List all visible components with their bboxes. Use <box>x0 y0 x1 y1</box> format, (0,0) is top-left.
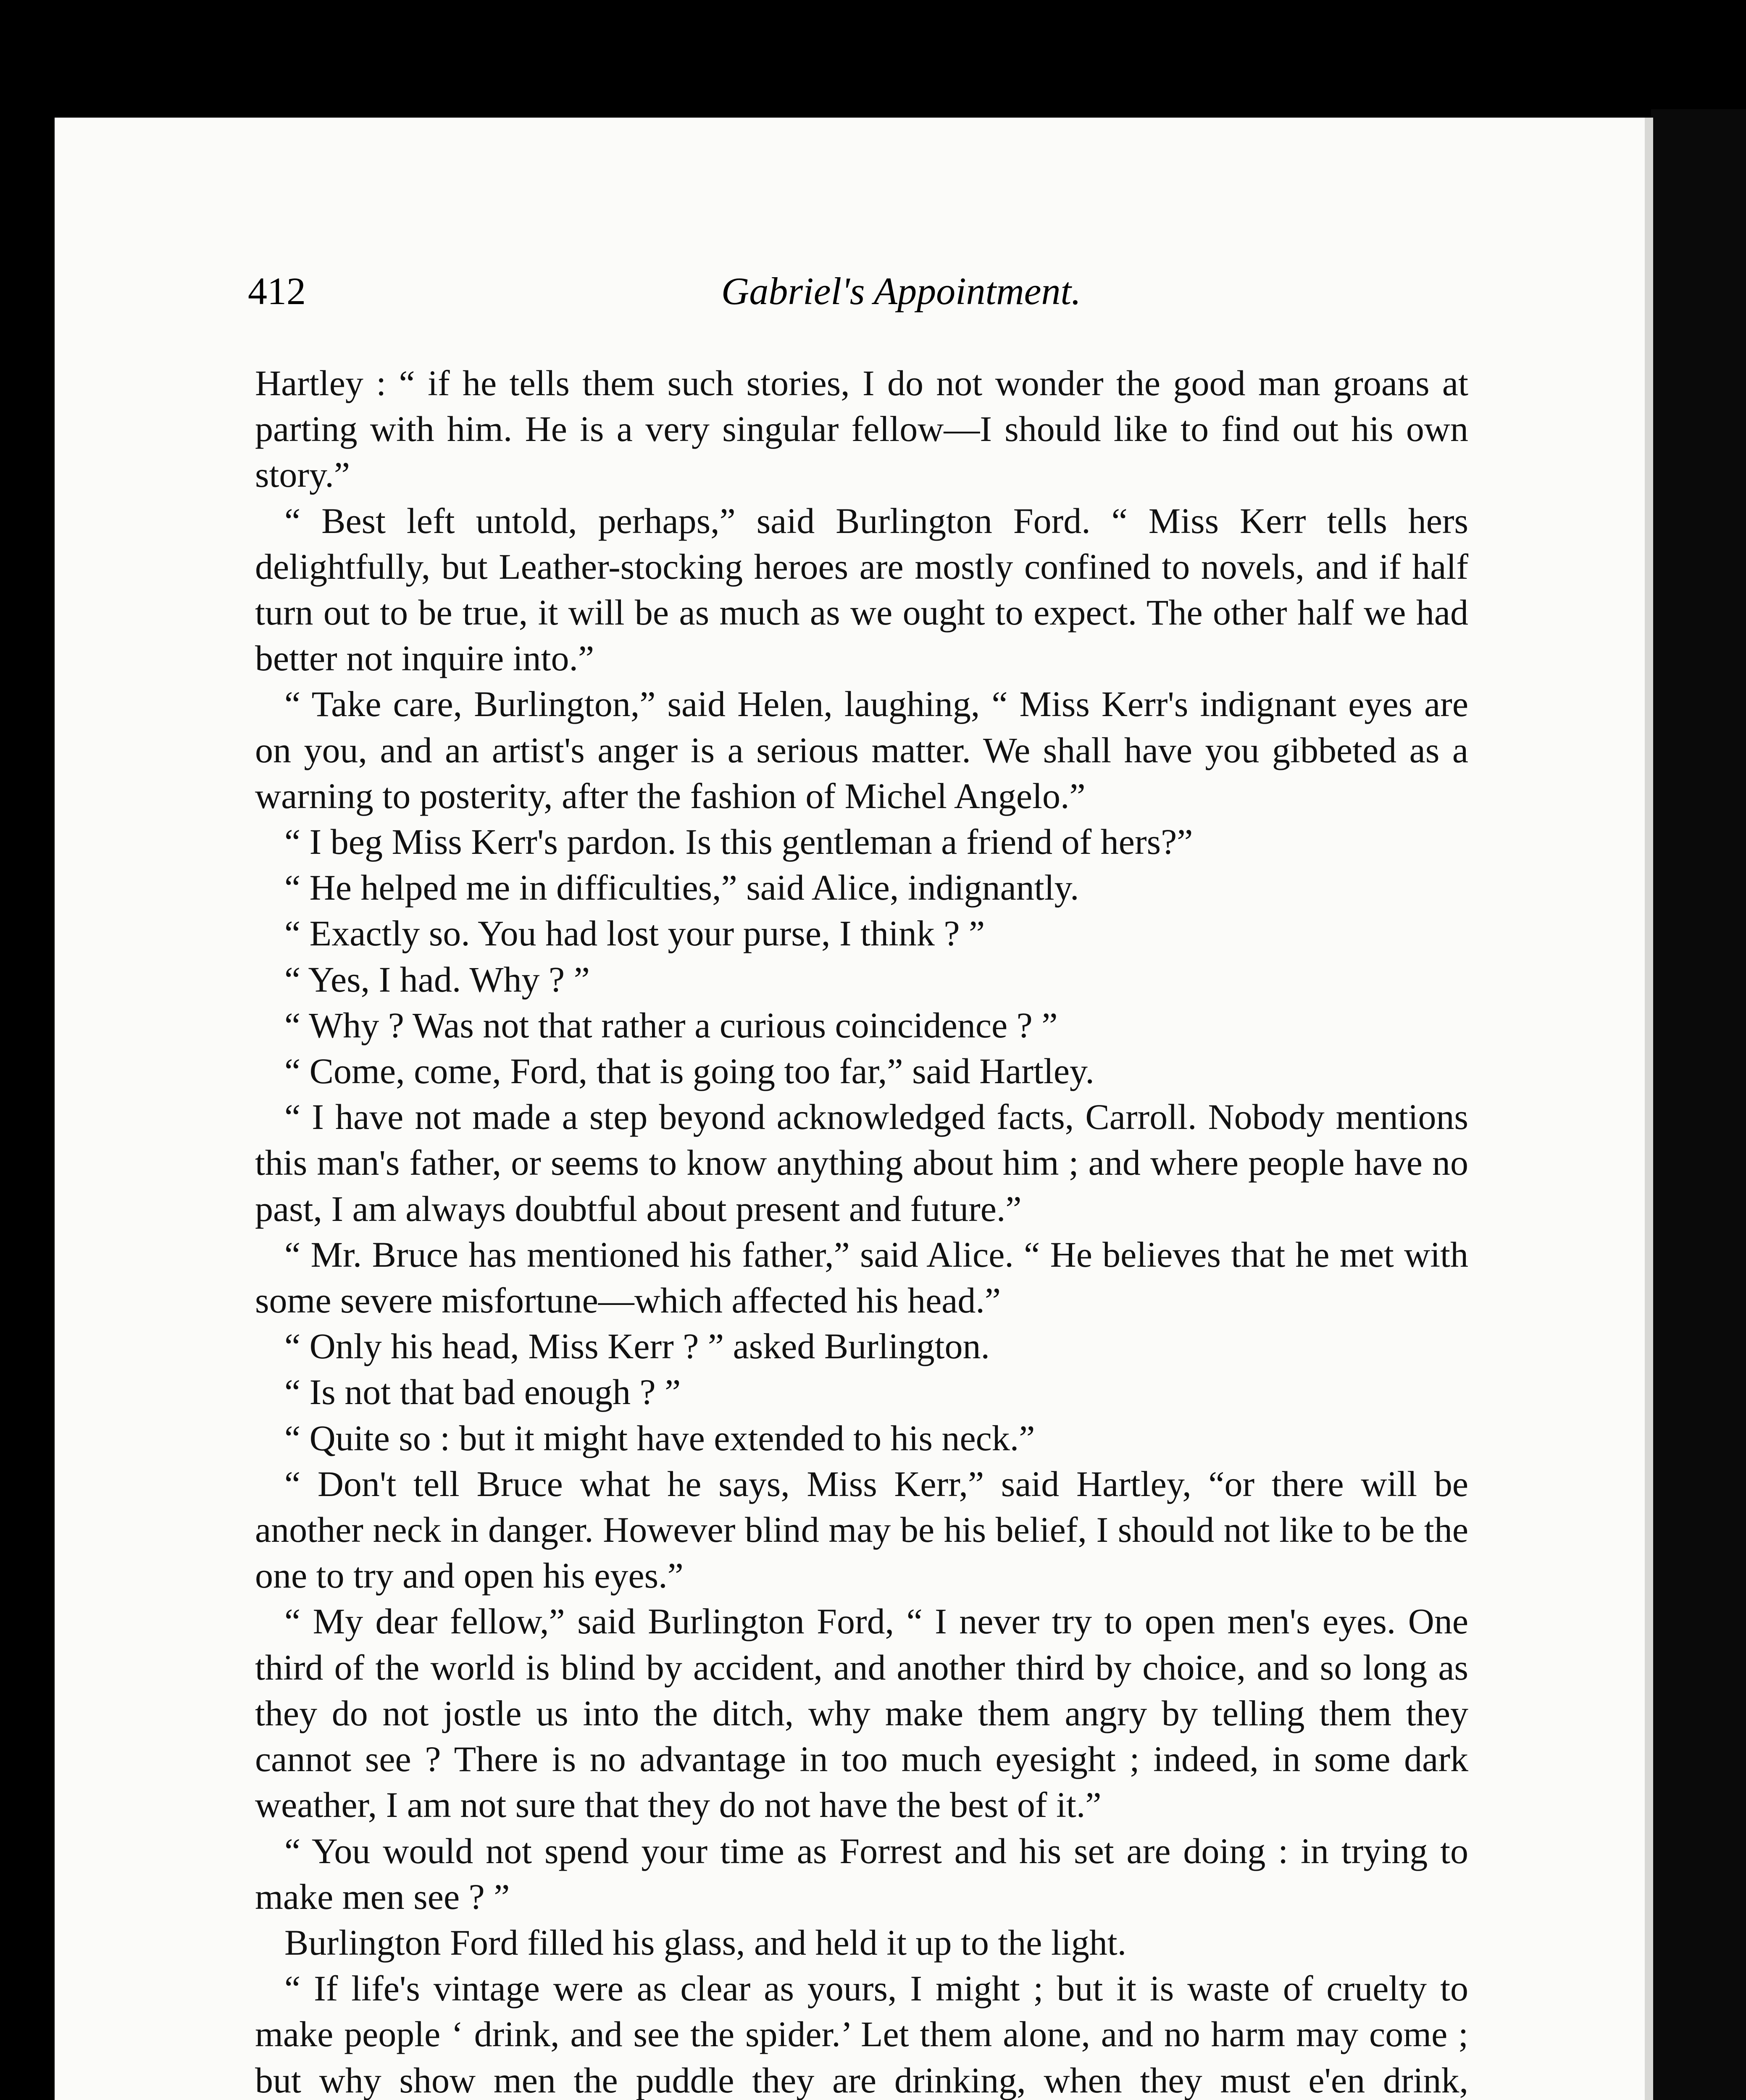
paragraph: “ Why ? Was not that rather a curious coincidence ? ” <box>284 1005 1058 1045</box>
paragraph: Burlington Ford filled his glass, and held it up to the light. <box>284 1922 1127 1963</box>
paragraph: “ Yes, I had. Why ? ” <box>284 959 590 1000</box>
page-number: 412 <box>248 270 306 312</box>
paragraph: “ I beg Miss Kerr's pardon. Is this gentleman a friend of hers?” <box>284 822 1193 862</box>
paragraph: “ Don't tell Bruce what he says, Miss Kerr,” said Hartley, “or there will be another neck in danger. However blind may be his belief, I should not like to be the one to try and open his eyes.” <box>255 1463 1468 1596</box>
scan-edge <box>1651 109 1746 2100</box>
paragraph: “ My dear fellow,” said Burlington Ford, “ I never try to open men's eyes. One third of the world is blind by accident, and another third by choice, and so long as they do not jostle us into the ditch, why make them angry by telling them they cannot see ? There is no advantage in too much eyesight ; indeed, in some dark weather, I am not sure that they do not have the best of it.” <box>255 1601 1468 1825</box>
paragraph: “ Quite so : but it might have extended to his neck.” <box>284 1418 1035 1458</box>
body-text <box>255 360 1468 2100</box>
paragraph: “ Exactly so. You had lost your purse, I think ? ” <box>284 913 985 954</box>
paragraph: “ I have not made a step beyond acknowledged facts, Carroll. Nobody mentions this man's father, or seems to know anything about him ; and where people have no past, I am always doubtful about present and future.” <box>255 1097 1468 1229</box>
paragraph: “ Only his head, Miss Kerr ? ” asked Burlington. <box>284 1326 990 1367</box>
paragraph: Hartley : “ if he tells them such stories, I do not wonder the good man groans at parting with him. He is a very singular fellow—I should like to find out his own story.” <box>255 363 1468 495</box>
paragraph: “ Mr. Bruce has mentioned his father,” said Alice. “ He believes that he met with some severe misfortune—which affected his head.” <box>255 1234 1468 1321</box>
page-header <box>248 269 1470 323</box>
paragraph: “ You would not spend your time as Forrest and his set are doing : in trying to make men see ? ” <box>255 1830 1468 1917</box>
paragraph: “ If life's vintage were as clear as yours, I might ; but it is waste of cruelty to make people ‘ drink, and see the spider.’ Let them alone, and no harm may come ; but why show men the puddle they are drinking, when they must e'en drink, <box>255 1968 1468 2100</box>
page-edge-strip <box>1645 118 1653 2100</box>
paragraph: “ Come, come, Ford, that is going too far,” said Hartley. <box>284 1051 1094 1092</box>
paragraph: “ Take care, Burlington,” said Helen, laughing, “ Miss Kerr's indignant eyes are on you, and an artist's anger is a serious matter. We shall have you gibbeted as a warning to posterity, after the fashion of Michel Angelo.” <box>255 684 1468 816</box>
paragraph: “ He helped me in difficulties,” said Alice, indignantly. <box>284 867 1079 908</box>
paragraph: “ Is not that bad enough ? ” <box>284 1372 681 1412</box>
running-title: Gabriel's Appointment. <box>721 270 1081 312</box>
paragraph: “ Best left untold, perhaps,” said Burlington Ford. “ Miss Kerr tells hers delightfully, but Leather-stocking heroes are mostly confined to novels, and if half turn out to be true, it will be as much as we ought to expect. The other half we had better not inquire into.” <box>255 500 1468 679</box>
